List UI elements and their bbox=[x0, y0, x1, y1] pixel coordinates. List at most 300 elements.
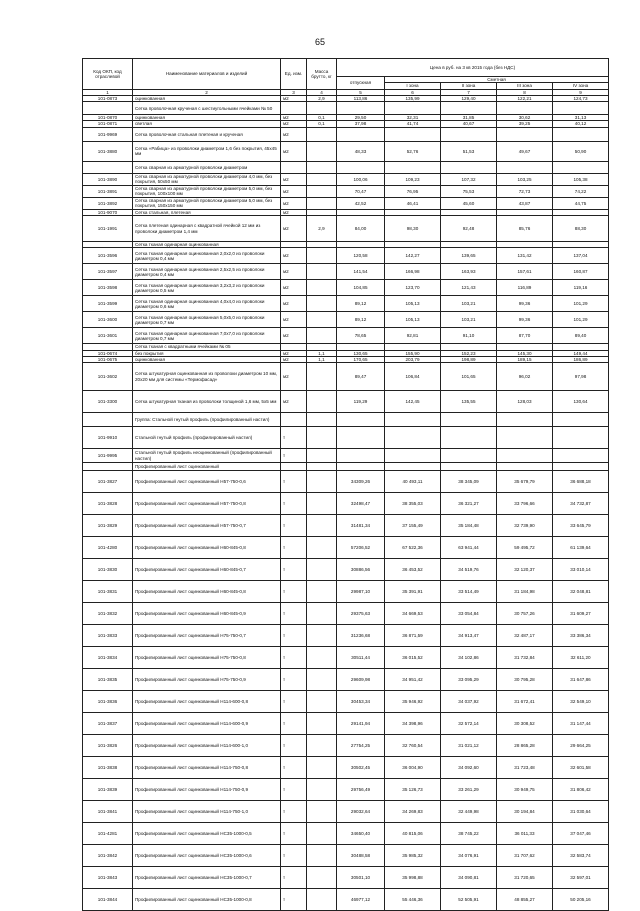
row-zone-1-price: 155,90 bbox=[385, 350, 441, 356]
table-row bbox=[83, 471, 609, 493]
row-code: 101-3892 bbox=[83, 197, 133, 209]
row-mass bbox=[307, 449, 337, 463]
row-zone-1-price: 105,13 bbox=[385, 312, 441, 328]
row-zone-3-price: 122,21 bbox=[497, 95, 553, 101]
row-zone-4-price: 44,75 bbox=[553, 197, 609, 209]
row-name: Сетка штукатурная тканая из проволоки толщиной 1,6 мм, 5х5 мм bbox=[133, 391, 281, 413]
row-zone-3-price: 39,25 bbox=[497, 121, 553, 127]
row-zone-1-price: 32,31 bbox=[385, 115, 441, 121]
row-code: 101-3598 bbox=[83, 280, 133, 296]
row-zone-4-price: 31 147,44 bbox=[553, 713, 609, 735]
row-zone-2-price: 139,65 bbox=[441, 248, 497, 264]
row-release-price: 57206,52 bbox=[337, 537, 385, 559]
row-code: 101-3891 bbox=[83, 185, 133, 197]
row-zone-1-price: 35 998,88 bbox=[385, 867, 441, 889]
row-unit: т bbox=[281, 559, 307, 581]
row-zone-4-price: 149,44 bbox=[553, 350, 609, 356]
row-zone-3-price: 43,87 bbox=[497, 197, 553, 209]
row-code: 101-3829 bbox=[83, 515, 133, 537]
row-zone-3-price: 145,30 bbox=[497, 350, 553, 356]
row-mass bbox=[307, 823, 337, 845]
row-zone-4-price bbox=[553, 161, 609, 173]
row-unit: м2 bbox=[281, 356, 307, 362]
row-unit: м2 bbox=[281, 296, 307, 312]
table-row bbox=[83, 779, 609, 801]
row-zone-1-price: 67 522,36 bbox=[385, 537, 441, 559]
row-release-price: 46977,12 bbox=[337, 889, 385, 911]
table-row bbox=[83, 823, 609, 845]
row-zone-1-price: 41,74 bbox=[385, 121, 441, 127]
row-zone-3-price: 30 194,84 bbox=[497, 801, 553, 823]
row-mass bbox=[307, 185, 337, 197]
row-name: Сетка сварная из арматурной проволоки диаметром 5,0 мм, без покрытия, 150х150 мм bbox=[133, 197, 281, 209]
row-mass bbox=[307, 264, 337, 280]
row-code: 101-3832 bbox=[83, 603, 133, 625]
row-name: Сетка стальная, плетеная bbox=[133, 209, 281, 215]
row-zone-3-price: 32 120,37 bbox=[497, 559, 553, 581]
row-zone-2-price bbox=[441, 427, 497, 449]
row-zone-1-price: 98,30 bbox=[385, 216, 441, 242]
row-mass: 1,1 bbox=[307, 350, 337, 356]
row-zone-3-price bbox=[497, 463, 553, 471]
row-zone-2-price: 32 449,98 bbox=[441, 801, 497, 823]
row-release-price: 31481,34 bbox=[337, 515, 385, 537]
table-row bbox=[83, 363, 609, 391]
row-code: 101-9070 bbox=[83, 209, 133, 215]
row-unit: т bbox=[281, 603, 307, 625]
table-row bbox=[83, 102, 609, 115]
row-zone-4-price: 32 583,74 bbox=[553, 845, 609, 867]
row-mass bbox=[307, 493, 337, 515]
table-row bbox=[83, 413, 609, 427]
row-zone-1-price: 123,70 bbox=[385, 280, 441, 296]
table-row bbox=[83, 669, 609, 691]
row-zone-1-price: 106,84 bbox=[385, 363, 441, 391]
row-zone-3-price: 31 184,98 bbox=[497, 581, 553, 603]
row-release-price: 30501,10 bbox=[337, 867, 385, 889]
row-name: Профилированный лист оцинкованный Н114-600-0,9 bbox=[133, 713, 281, 735]
row-zone-2-price: 34 092,60 bbox=[441, 757, 497, 779]
header-zone-2: II зона bbox=[441, 83, 497, 89]
header-release: отпускная bbox=[337, 77, 385, 90]
row-release-price: 84,00 bbox=[337, 216, 385, 242]
row-zone-1-price bbox=[385, 463, 441, 471]
row-release-price bbox=[337, 161, 385, 173]
row-code: 101-0870 bbox=[83, 115, 133, 121]
row-unit: м2 bbox=[281, 95, 307, 101]
row-zone-3-price: 30 949,75 bbox=[497, 779, 553, 801]
row-release-price: 89,47 bbox=[337, 363, 385, 391]
row-code: 101-3841 bbox=[83, 801, 133, 823]
row-zone-3-price: 36 011,33 bbox=[497, 823, 553, 845]
row-zone-1-price: 92,81 bbox=[385, 328, 441, 344]
row-code: 101-3826 bbox=[83, 735, 133, 757]
row-release-price: 78,65 bbox=[337, 328, 385, 344]
header-zone-3: III зона bbox=[497, 83, 553, 89]
table-row bbox=[83, 328, 609, 344]
row-zone-4-price: 50 205,16 bbox=[553, 889, 609, 911]
column-number: 5 bbox=[337, 89, 385, 95]
row-zone-1-price: 34 951,42 bbox=[385, 669, 441, 691]
row-zone-1-price: 76,95 bbox=[385, 185, 441, 197]
row-unit: т bbox=[281, 691, 307, 713]
table-row bbox=[83, 197, 609, 209]
row-release-price: 30502,45 bbox=[337, 757, 385, 779]
row-zone-4-price: 33 645,79 bbox=[553, 515, 609, 537]
row-name: Сетка тканая с квадратными ячейками № 05 bbox=[133, 344, 281, 350]
table-row bbox=[83, 845, 609, 867]
row-zone-3-price: 48 855,27 bbox=[497, 889, 553, 911]
row-release-price: 113,86 bbox=[337, 95, 385, 101]
row-zone-4-price: 34 732,87 bbox=[553, 493, 609, 515]
row-zone-1-price bbox=[385, 427, 441, 449]
row-release-price: 119,29 bbox=[337, 391, 385, 413]
column-number: 1 bbox=[83, 89, 133, 95]
row-zone-4-price: 124,73 bbox=[553, 95, 609, 101]
row-mass: 0,1 bbox=[307, 121, 337, 127]
row-mass bbox=[307, 779, 337, 801]
table-row bbox=[83, 463, 609, 471]
row-code: 101-4281 bbox=[83, 823, 133, 845]
header-price-group: Цена в руб. на 3 кв 2015 года (без НДС) bbox=[337, 59, 609, 77]
column-number: 3 bbox=[281, 89, 307, 95]
table-row bbox=[83, 161, 609, 173]
row-release-price: 31236,68 bbox=[337, 625, 385, 647]
row-zone-2-price: 38 345,09 bbox=[441, 471, 497, 493]
row-name: Профилированный лист оцинкованный Н60-845-0,8 bbox=[133, 537, 281, 559]
row-zone-3-price: 59 495,72 bbox=[497, 537, 553, 559]
row-code: 101-3833 bbox=[83, 625, 133, 647]
row-unit: м2 bbox=[281, 127, 307, 141]
column-number: 4 bbox=[307, 89, 337, 95]
row-zone-1-price bbox=[385, 127, 441, 141]
row-zone-1-price: 55 446,36 bbox=[385, 889, 441, 911]
row-zone-2-price: 101,65 bbox=[441, 363, 497, 391]
row-zone-2-price bbox=[441, 161, 497, 173]
row-mass bbox=[307, 280, 337, 296]
row-unit: т bbox=[281, 647, 307, 669]
row-unit: м2 bbox=[281, 391, 307, 413]
row-zone-2-price bbox=[441, 463, 497, 471]
row-mass bbox=[307, 127, 337, 141]
row-zone-4-price: 130,64 bbox=[553, 391, 609, 413]
row-code: 101-3843 bbox=[83, 867, 133, 889]
row-zone-1-price: 135,99 bbox=[385, 95, 441, 101]
row-unit: м2 bbox=[281, 350, 307, 356]
row-zone-3-price: 31 732,84 bbox=[497, 647, 553, 669]
row-code: 101-3837 bbox=[83, 713, 133, 735]
row-unit: м2 bbox=[281, 248, 307, 264]
table-row bbox=[83, 735, 609, 757]
row-code: 101-9969 bbox=[83, 127, 133, 141]
row-zone-4-price: 74,22 bbox=[553, 185, 609, 197]
row-unit: т bbox=[281, 449, 307, 463]
row-name: Группа: Стальной гнутый профиль (профилированный настил) bbox=[133, 413, 281, 427]
row-mass bbox=[307, 559, 337, 581]
row-zone-1-price: 52,76 bbox=[385, 141, 441, 161]
row-code: 101-0675 bbox=[83, 356, 133, 362]
row-release-price bbox=[337, 463, 385, 471]
row-unit: т bbox=[281, 471, 307, 493]
row-zone-3-price: 30 757,26 bbox=[497, 603, 553, 625]
row-release-price: 32498,47 bbox=[337, 493, 385, 515]
row-name: оцинкованная bbox=[133, 115, 281, 121]
row-zone-3-price: 116,89 bbox=[497, 280, 553, 296]
row-name: светлая bbox=[133, 121, 281, 127]
row-code: 101-3839 bbox=[83, 779, 133, 801]
row-name: без покрытия bbox=[133, 350, 281, 356]
row-zone-4-price: 101,29 bbox=[553, 296, 609, 312]
row-zone-4-price: 97,98 bbox=[553, 363, 609, 391]
row-mass bbox=[307, 363, 337, 391]
row-zone-4-price: 105,38 bbox=[553, 173, 609, 185]
row-code: 101-3601 bbox=[83, 328, 133, 344]
row-release-price: 37,98 bbox=[337, 121, 385, 127]
row-zone-2-price: 38 745,22 bbox=[441, 823, 497, 845]
row-release-price: 29375,63 bbox=[337, 603, 385, 625]
row-zone-2-price: 45,60 bbox=[441, 197, 497, 209]
row-release-price: 170,65 bbox=[337, 356, 385, 362]
row-zone-4-price: 37 047,46 bbox=[553, 823, 609, 845]
row-name: Сетка сварная из арматурной проволоки диаметром 4,0 мм, без покрытия, 50х50 мм bbox=[133, 173, 281, 185]
row-name: Профилированный лист оцинкованный Н114-750-1,0 bbox=[133, 801, 281, 823]
table-row bbox=[83, 493, 609, 515]
row-code: 101-3599 bbox=[83, 296, 133, 312]
price-table bbox=[82, 58, 609, 911]
row-zone-3-price: 32 487,17 bbox=[497, 625, 553, 647]
column-number: 9 bbox=[553, 89, 609, 95]
row-zone-4-price: 186,89 bbox=[553, 356, 609, 362]
row-zone-1-price: 166,98 bbox=[385, 264, 441, 280]
row-code bbox=[83, 161, 133, 173]
row-mass: 2,9 bbox=[307, 216, 337, 242]
header-mass: Масса брутто, кг bbox=[307, 59, 337, 90]
row-mass bbox=[307, 603, 337, 625]
row-zone-3-price: 96,02 bbox=[497, 363, 553, 391]
row-zone-4-price bbox=[553, 449, 609, 463]
row-mass bbox=[307, 691, 337, 713]
row-zone-4-price: 40,12 bbox=[553, 121, 609, 127]
row-zone-2-price: 107,32 bbox=[441, 173, 497, 185]
row-zone-4-price: 119,16 bbox=[553, 280, 609, 296]
row-zone-3-price: 28 865,28 bbox=[497, 735, 553, 757]
row-code: 101-3830 bbox=[83, 559, 133, 581]
row-release-price: 30886,56 bbox=[337, 559, 385, 581]
row-release-price: 89,12 bbox=[337, 296, 385, 312]
row-name: Сетка тканая одинарная оцинкованная 2,5х2,5 из проволоки диаметром 0,4 мм bbox=[133, 264, 281, 280]
row-mass bbox=[307, 581, 337, 603]
row-release-price: 30488,58 bbox=[337, 845, 385, 867]
row-zone-4-price: 29 664,25 bbox=[553, 735, 609, 757]
row-zone-2-price: 52 505,91 bbox=[441, 889, 497, 911]
row-code: 101-3831 bbox=[83, 581, 133, 603]
row-mass bbox=[307, 845, 337, 867]
row-release-price: 104,85 bbox=[337, 280, 385, 296]
row-zone-2-price: 103,21 bbox=[441, 312, 497, 328]
row-zone-3-price: 131,42 bbox=[497, 248, 553, 264]
row-zone-3-price: 72,73 bbox=[497, 185, 553, 197]
row-zone-3-price: 85,76 bbox=[497, 216, 553, 242]
row-name: Профилированный лист оцинкованный Н114-600-0,8 bbox=[133, 691, 281, 713]
row-name: Сетка тканая одинарная оцинкованная 7,0х7,0 из проволоки диаметром 0,7 мм bbox=[133, 328, 281, 344]
row-name: Сетка проволочная крученая с шестиугольными ячейками № 50 bbox=[133, 102, 281, 115]
table-row bbox=[83, 280, 609, 296]
row-zone-1-price: 46,41 bbox=[385, 197, 441, 209]
row-zone-4-price bbox=[553, 102, 609, 115]
row-zone-4-price: 137,04 bbox=[553, 248, 609, 264]
table-row bbox=[83, 312, 609, 328]
row-zone-2-price: 34 519,76 bbox=[441, 559, 497, 581]
row-zone-4-price: 101,29 bbox=[553, 312, 609, 328]
row-zone-1-price: 36 015,52 bbox=[385, 647, 441, 669]
row-zone-2-price: 129,40 bbox=[441, 95, 497, 101]
row-name: Сетка тканая одинарная оцинкованная bbox=[133, 242, 281, 248]
row-release-price: 29,50 bbox=[337, 115, 385, 121]
row-unit: м2 bbox=[281, 216, 307, 242]
row-zone-1-price: 36 871,59 bbox=[385, 625, 441, 647]
row-zone-1-price: 105,13 bbox=[385, 296, 441, 312]
row-zone-2-price: 34 037,92 bbox=[441, 691, 497, 713]
row-name: оцинкованная bbox=[133, 95, 281, 101]
row-zone-3-price: 99,36 bbox=[497, 296, 553, 312]
row-code: 101-3597 bbox=[83, 264, 133, 280]
table-row bbox=[83, 581, 609, 603]
row-zone-1-price: 35 985,32 bbox=[385, 845, 441, 867]
row-name: Сетка «Рабица» из проволоки диаметром 1,6 без покрытия, 45х45 мм bbox=[133, 141, 281, 161]
row-unit: м2 bbox=[281, 115, 307, 121]
row-release-price: 29141,94 bbox=[337, 713, 385, 735]
row-release-price bbox=[337, 449, 385, 463]
row-unit: м2 bbox=[281, 185, 307, 197]
row-mass bbox=[307, 391, 337, 413]
row-zone-3-price bbox=[497, 427, 553, 449]
row-code: 101-9995 bbox=[83, 449, 133, 463]
table-row bbox=[83, 427, 609, 449]
row-zone-4-price bbox=[553, 127, 609, 141]
row-name: Профилированный лист оцинкованный Н57-750-0,8 bbox=[133, 493, 281, 515]
row-release-price bbox=[337, 127, 385, 141]
row-zone-4-price: 31 609,27 bbox=[553, 603, 609, 625]
row-zone-2-price: 51,53 bbox=[441, 141, 497, 161]
row-unit: т bbox=[281, 801, 307, 823]
row-zone-2-price bbox=[441, 127, 497, 141]
row-zone-3-price: 99,36 bbox=[497, 312, 553, 328]
table-row bbox=[83, 248, 609, 264]
row-zone-4-price bbox=[553, 413, 609, 427]
table-row bbox=[83, 559, 609, 581]
row-mass bbox=[307, 102, 337, 115]
row-unit: т bbox=[281, 713, 307, 735]
row-unit: т bbox=[281, 493, 307, 515]
row-zone-2-price: 163,93 bbox=[441, 264, 497, 280]
row-zone-3-price bbox=[497, 102, 553, 115]
header-code: Код ОКП, код отраслевой bbox=[83, 59, 133, 90]
row-zone-4-price: 50,90 bbox=[553, 141, 609, 161]
row-zone-2-price: 33 261,29 bbox=[441, 779, 497, 801]
row-name: Сетка проволочная стальная плетеная и крученая bbox=[133, 127, 281, 141]
column-number: 6 bbox=[385, 89, 441, 95]
row-unit bbox=[281, 102, 307, 115]
table-row bbox=[83, 216, 609, 242]
row-zone-1-price: 35 946,92 bbox=[385, 691, 441, 713]
row-name: Профилированный лист оцинкованный Н114-600-1,0 bbox=[133, 735, 281, 757]
row-zone-2-price: 34 076,91 bbox=[441, 845, 497, 867]
table-row bbox=[83, 391, 609, 413]
row-release-price: 29756,49 bbox=[337, 779, 385, 801]
row-name: Профилированный лист оцинкованный Н114-750-0,9 bbox=[133, 779, 281, 801]
row-name: Сетка штукатурная оцинкованная из проволоки диаметром 10 мм, 20х20 мм для системы «Термофасад» bbox=[133, 363, 281, 391]
row-zone-2-price: 33 095,29 bbox=[441, 669, 497, 691]
row-unit: м2 bbox=[281, 209, 307, 215]
row-unit: т bbox=[281, 889, 307, 911]
table-header bbox=[83, 59, 609, 96]
table-row bbox=[83, 537, 609, 559]
row-mass bbox=[307, 161, 337, 173]
row-zone-4-price bbox=[553, 427, 609, 449]
row-mass bbox=[307, 867, 337, 889]
row-name: Сетка сварная из арматурной проволоки диаметром bbox=[133, 161, 281, 173]
table-row bbox=[83, 173, 609, 185]
row-unit: т bbox=[281, 515, 307, 537]
row-zone-1-price: 35 126,73 bbox=[385, 779, 441, 801]
row-release-price: 30511,44 bbox=[337, 647, 385, 669]
row-code: 101-0674 bbox=[83, 350, 133, 356]
row-zone-2-price: 40,67 bbox=[441, 121, 497, 127]
row-unit: м2 bbox=[281, 141, 307, 161]
row-mass bbox=[307, 515, 337, 537]
row-name: Профилированный лист оцинкованный Н60-845-0,8 bbox=[133, 581, 281, 603]
row-code: 101-0873 bbox=[83, 95, 133, 101]
row-zone-4-price: 36 688,18 bbox=[553, 471, 609, 493]
table-row bbox=[83, 647, 609, 669]
row-zone-1-price bbox=[385, 413, 441, 427]
row-unit: т bbox=[281, 735, 307, 757]
row-zone-1-price: 34 269,83 bbox=[385, 801, 441, 823]
row-mass bbox=[307, 625, 337, 647]
row-zone-1-price: 37 155,49 bbox=[385, 515, 441, 537]
row-mass bbox=[307, 312, 337, 328]
row-zone-2-price: 33 054,84 bbox=[441, 603, 497, 625]
row-name: Стальной гнутый профиль неоцинкованный (профилированный настил) bbox=[133, 449, 281, 463]
row-code: 101-4280 bbox=[83, 537, 133, 559]
row-unit: т bbox=[281, 823, 307, 845]
table-row bbox=[83, 449, 609, 463]
row-zone-4-price: 32 549,10 bbox=[553, 691, 609, 713]
row-zone-3-price: 31 723,48 bbox=[497, 757, 553, 779]
row-release-price: 30453,34 bbox=[337, 691, 385, 713]
header-estimate: Сметная bbox=[385, 77, 609, 83]
row-unit: т bbox=[281, 845, 307, 867]
row-zone-2-price bbox=[441, 413, 497, 427]
row-name: Профилированный лист оцинкованный Н75-750-0,7 bbox=[133, 625, 281, 647]
row-unit: м2 bbox=[281, 363, 307, 391]
row-zone-3-price: 103,25 bbox=[497, 173, 553, 185]
row-unit: т bbox=[281, 427, 307, 449]
row-zone-2-price: 36 321,27 bbox=[441, 493, 497, 515]
row-mass: 2,9 bbox=[307, 95, 337, 101]
row-name: Сетка сварная из арматурной проволоки диаметром 5,0 мм, без покрытия, 100х100 мм bbox=[133, 185, 281, 197]
table-row bbox=[83, 296, 609, 312]
row-code bbox=[83, 463, 133, 471]
table-row bbox=[83, 713, 609, 735]
row-zone-1-price: 40 815,06 bbox=[385, 823, 441, 845]
row-zone-2-price: 121,43 bbox=[441, 280, 497, 296]
row-name: Сетка тканая одинарная оцинкованная 4,0х4,0 из проволоки диаметром 0,6 мм bbox=[133, 296, 281, 312]
row-zone-1-price: 32 760,54 bbox=[385, 735, 441, 757]
row-code bbox=[83, 102, 133, 115]
row-name: Профилированный лист оцинкованный НС35-1000-0,8 bbox=[133, 889, 281, 911]
table-row bbox=[83, 867, 609, 889]
